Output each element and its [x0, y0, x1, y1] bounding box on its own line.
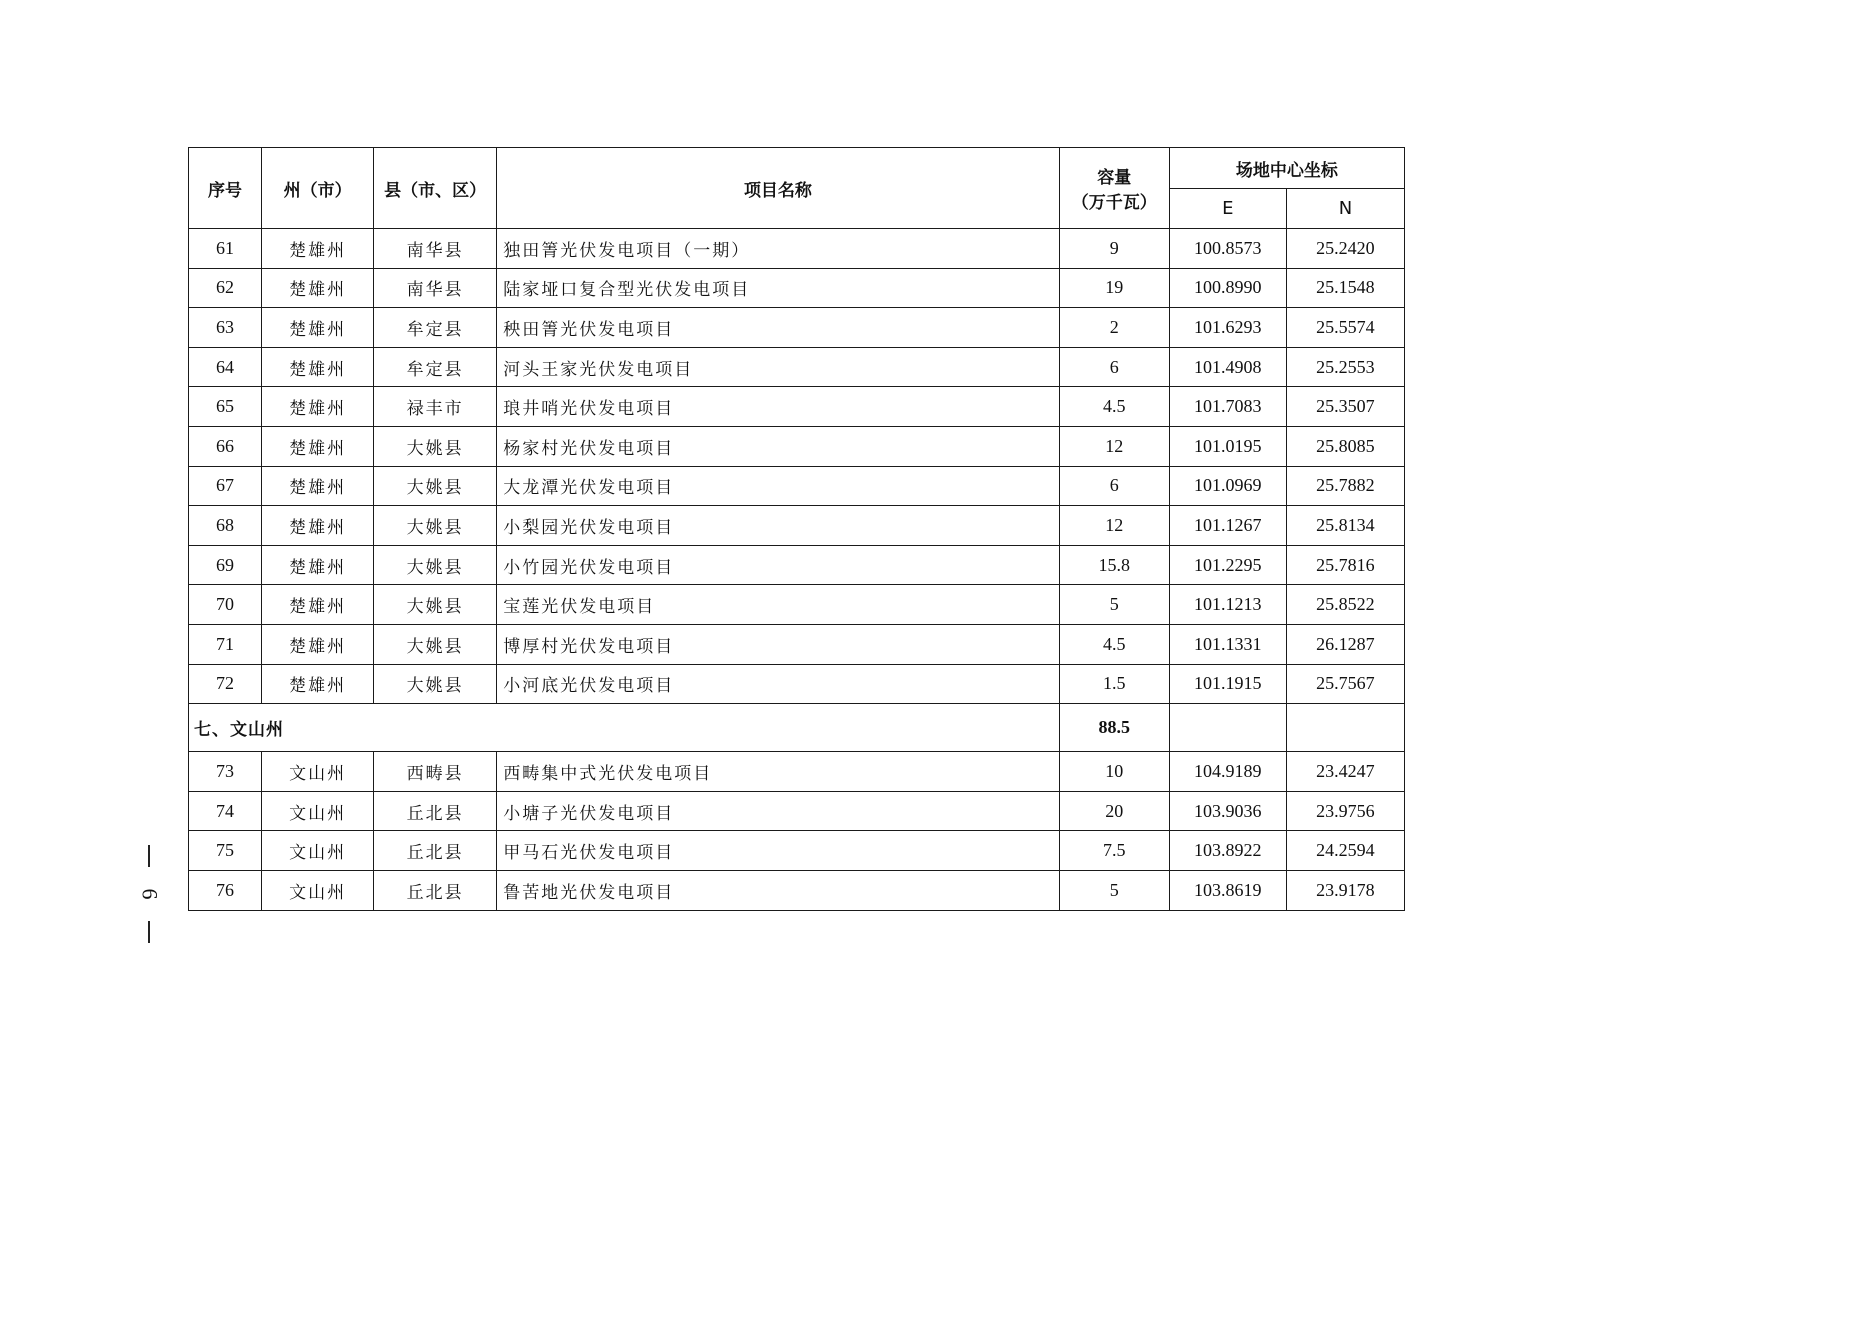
cell-project-name: 琅井哨光伏发电项目 — [497, 387, 1059, 427]
cell-project-name: 甲马石光伏发电项目 — [497, 831, 1059, 871]
cell-capacity: 4.5 — [1059, 387, 1169, 427]
cell-county: 大姚县 — [374, 585, 497, 625]
header-capacity-line1: 容量 — [1097, 168, 1132, 188]
cell-index: 74 — [189, 791, 262, 831]
cell-index: 70 — [189, 585, 262, 625]
table-row — [189, 466, 1405, 506]
cell-prefecture: 文山州 — [262, 831, 374, 871]
header-capacity-line2: （万千瓦） — [1071, 193, 1157, 213]
cell-county: 牟定县 — [374, 347, 497, 387]
cell-capacity: 5 — [1059, 870, 1169, 910]
cell-n: 25.2420 — [1286, 229, 1404, 269]
cell-e: 101.0969 — [1169, 466, 1286, 506]
cell-county: 大姚县 — [374, 545, 497, 585]
cell-n: 24.2594 — [1286, 831, 1404, 871]
cell-n: 23.9178 — [1286, 870, 1404, 910]
table-row — [189, 791, 1405, 831]
cell-county: 丘北县 — [374, 791, 497, 831]
cell-project-name: 小塘子光伏发电项目 — [497, 791, 1059, 831]
cell-e: 104.9189 — [1169, 752, 1286, 792]
header-coordinates: 场地中心坐标 — [1169, 148, 1404, 189]
cell-prefecture: 楚雄州 — [262, 585, 374, 625]
page-number — [136, 845, 162, 945]
section-empty-e — [1169, 704, 1286, 752]
section-empty-n — [1286, 704, 1404, 752]
cell-capacity: 1.5 — [1059, 664, 1169, 704]
header-project-name: 项目名称 — [497, 148, 1059, 229]
cell-index: 66 — [189, 426, 262, 466]
cell-prefecture: 文山州 — [262, 752, 374, 792]
table-row — [189, 347, 1405, 387]
cell-prefecture: 楚雄州 — [262, 308, 374, 348]
cell-prefecture: 楚雄州 — [262, 545, 374, 585]
cell-index: 73 — [189, 752, 262, 792]
cell-project-name: 西畴集中式光伏发电项目 — [497, 752, 1059, 792]
cell-project-name: 小梨园光伏发电项目 — [497, 506, 1059, 546]
cell-prefecture: 楚雄州 — [262, 624, 374, 664]
cell-index: 62 — [189, 268, 262, 308]
cell-index: 71 — [189, 624, 262, 664]
cell-capacity: 10 — [1059, 752, 1169, 792]
cell-capacity: 20 — [1059, 791, 1169, 831]
cell-n: 25.7882 — [1286, 466, 1404, 506]
table-row — [189, 585, 1405, 625]
project-table — [188, 147, 1405, 911]
table-row — [189, 831, 1405, 871]
cell-county: 大姚县 — [374, 426, 497, 466]
cell-county: 西畴县 — [374, 752, 497, 792]
table-row — [189, 229, 1405, 269]
cell-project-name: 宝莲光伏发电项目 — [497, 585, 1059, 625]
page-dash-bottom — [148, 921, 150, 943]
cell-n: 23.4247 — [1286, 752, 1404, 792]
cell-project-name: 独田箐光伏发电项目（一期） — [497, 229, 1059, 269]
cell-e: 103.8619 — [1169, 870, 1286, 910]
cell-project-name: 河头王家光伏发电项目 — [497, 347, 1059, 387]
cell-e: 100.8573 — [1169, 229, 1286, 269]
cell-n: 23.9756 — [1286, 791, 1404, 831]
project-table-container — [188, 147, 1405, 911]
section-label: 七、文山州 — [189, 704, 1060, 752]
section-wenshan — [189, 704, 1405, 752]
cell-prefecture: 楚雄州 — [262, 664, 374, 704]
table-row — [189, 426, 1405, 466]
cell-county: 牟定县 — [374, 308, 497, 348]
cell-project-name: 陆家垭口复合型光伏发电项目 — [497, 268, 1059, 308]
table-row — [189, 268, 1405, 308]
cell-prefecture: 文山州 — [262, 870, 374, 910]
cell-e: 101.6293 — [1169, 308, 1286, 348]
cell-project-name: 大龙潭光伏发电项目 — [497, 466, 1059, 506]
cell-county: 丘北县 — [374, 831, 497, 871]
cell-prefecture: 文山州 — [262, 791, 374, 831]
table-row — [189, 506, 1405, 546]
cell-index: 65 — [189, 387, 262, 427]
cell-capacity: 4.5 — [1059, 624, 1169, 664]
cell-county: 南华县 — [374, 268, 497, 308]
table-header-row — [189, 148, 1405, 189]
cell-e: 101.2295 — [1169, 545, 1286, 585]
cell-county: 禄丰市 — [374, 387, 497, 427]
page-dash-top — [148, 845, 150, 867]
cell-index: 75 — [189, 831, 262, 871]
cell-n: 25.2553 — [1286, 347, 1404, 387]
table-row — [189, 752, 1405, 792]
header-prefecture: 州（市） — [262, 148, 374, 229]
cell-e: 103.8922 — [1169, 831, 1286, 871]
cell-prefecture: 楚雄州 — [262, 387, 374, 427]
cell-n: 25.8522 — [1286, 585, 1404, 625]
cell-e: 101.1331 — [1169, 624, 1286, 664]
cell-capacity: 12 — [1059, 506, 1169, 546]
cell-project-name: 博厚村光伏发电项目 — [497, 624, 1059, 664]
cell-index: 69 — [189, 545, 262, 585]
header-index: 序号 — [189, 148, 262, 229]
table-row — [189, 624, 1405, 664]
header-e: E — [1169, 189, 1286, 229]
table-row — [189, 545, 1405, 585]
cell-capacity: 9 — [1059, 229, 1169, 269]
table-row — [189, 387, 1405, 427]
cell-e: 101.1267 — [1169, 506, 1286, 546]
cell-e: 101.1213 — [1169, 585, 1286, 625]
cell-county: 大姚县 — [374, 624, 497, 664]
header-capacity — [1059, 148, 1169, 229]
cell-e: 101.4908 — [1169, 347, 1286, 387]
cell-n: 26.1287 — [1286, 624, 1404, 664]
cell-county: 大姚县 — [374, 466, 497, 506]
cell-capacity: 7.5 — [1059, 831, 1169, 871]
cell-capacity: 15.8 — [1059, 545, 1169, 585]
cell-n: 25.3507 — [1286, 387, 1404, 427]
cell-project-name: 杨家村光伏发电项目 — [497, 426, 1059, 466]
table-row — [189, 870, 1405, 910]
cell-project-name: 小河底光伏发电项目 — [497, 664, 1059, 704]
cell-capacity: 2 — [1059, 308, 1169, 348]
cell-index: 64 — [189, 347, 262, 387]
cell-project-name: 小竹园光伏发电项目 — [497, 545, 1059, 585]
table-body-chuxiong — [189, 229, 1405, 704]
cell-e: 101.1915 — [1169, 664, 1286, 704]
header-county: 县（市、区） — [374, 148, 497, 229]
cell-n: 25.8085 — [1286, 426, 1404, 466]
cell-capacity: 19 — [1059, 268, 1169, 308]
cell-index: 76 — [189, 870, 262, 910]
cell-prefecture: 楚雄州 — [262, 347, 374, 387]
cell-n: 25.7816 — [1286, 545, 1404, 585]
cell-index: 61 — [189, 229, 262, 269]
cell-capacity: 5 — [1059, 585, 1169, 625]
cell-e: 100.8990 — [1169, 268, 1286, 308]
cell-prefecture: 楚雄州 — [262, 229, 374, 269]
cell-n: 25.8134 — [1286, 506, 1404, 546]
section-total: 88.5 — [1059, 704, 1169, 752]
cell-capacity: 12 — [1059, 426, 1169, 466]
cell-index: 68 — [189, 506, 262, 546]
section-row — [189, 704, 1405, 752]
table-row — [189, 664, 1405, 704]
cell-n: 25.5574 — [1286, 308, 1404, 348]
table-row — [189, 308, 1405, 348]
page-number-text: 6 — [137, 888, 162, 900]
cell-prefecture: 楚雄州 — [262, 426, 374, 466]
cell-prefecture: 楚雄州 — [262, 268, 374, 308]
cell-index: 63 — [189, 308, 262, 348]
cell-county: 大姚县 — [374, 664, 497, 704]
cell-project-name: 鲁苦地光伏发电项目 — [497, 870, 1059, 910]
cell-project-name: 秧田箐光伏发电项目 — [497, 308, 1059, 348]
cell-prefecture: 楚雄州 — [262, 506, 374, 546]
cell-e: 101.0195 — [1169, 426, 1286, 466]
cell-county: 大姚县 — [374, 506, 497, 546]
cell-e: 103.9036 — [1169, 791, 1286, 831]
cell-n: 25.1548 — [1286, 268, 1404, 308]
cell-index: 72 — [189, 664, 262, 704]
cell-county: 南华县 — [374, 229, 497, 269]
table-body-wenshan — [189, 752, 1405, 910]
cell-capacity: 6 — [1059, 347, 1169, 387]
cell-n: 25.7567 — [1286, 664, 1404, 704]
header-n: N — [1286, 189, 1404, 229]
cell-index: 67 — [189, 466, 262, 506]
cell-capacity: 6 — [1059, 466, 1169, 506]
cell-e: 101.7083 — [1169, 387, 1286, 427]
cell-prefecture: 楚雄州 — [262, 466, 374, 506]
cell-county: 丘北县 — [374, 870, 497, 910]
